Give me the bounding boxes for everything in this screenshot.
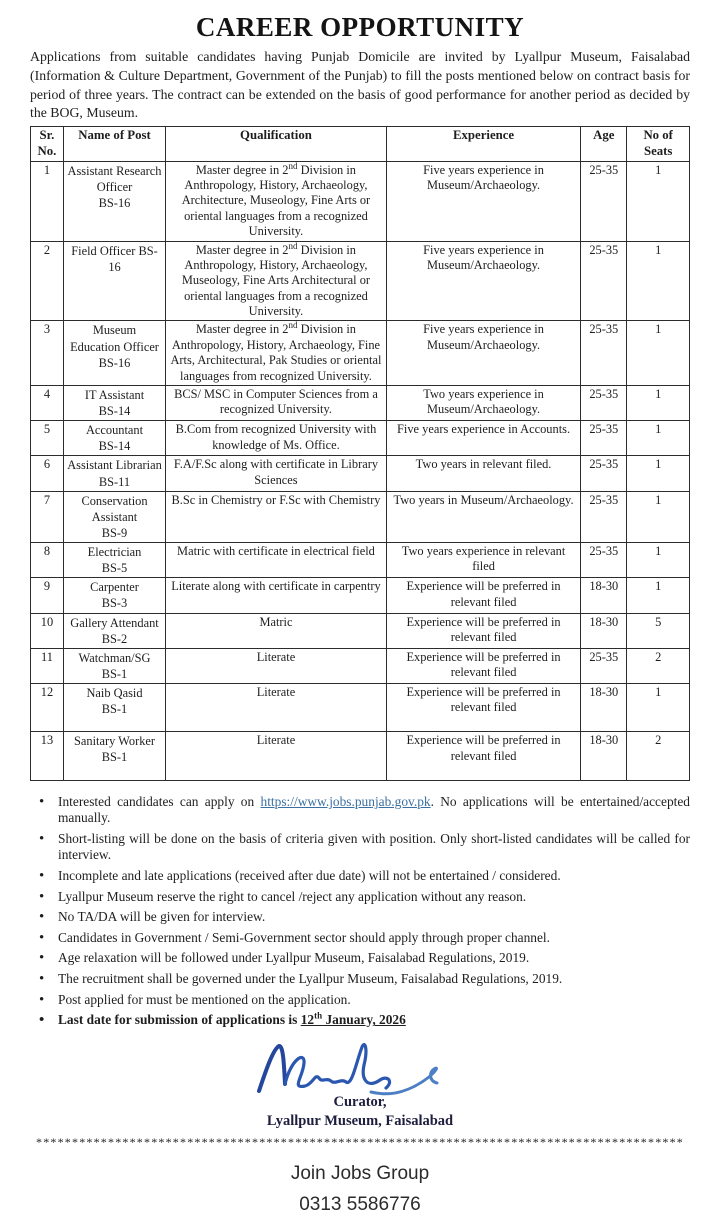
table-row (31, 161, 690, 241)
post-name-cell: Electrician BS-5 (63, 543, 165, 578)
seats-cell: 5 (627, 613, 690, 648)
seats-cell: 2 (627, 732, 690, 780)
note-item (30, 992, 690, 1009)
notes-list (30, 794, 690, 1029)
table-row (31, 321, 690, 386)
qualification-cell: Master degree in 2nd Division in Anthropology, History, Archaeology, Architecture, Museology, Fine Arts or oriental languages from a recognized University. (166, 161, 387, 241)
note-item (30, 930, 690, 947)
note-text: Incomplete and late applications (received after due date) will not be entertained / considered. (58, 868, 561, 884)
seats-cell: 1 (627, 578, 690, 613)
age-cell: 25-35 (581, 456, 627, 491)
age-cell: 25-35 (581, 543, 627, 578)
experience-cell: Two years in Museum/Archaeology. (386, 491, 580, 542)
note-text: Age relaxation will be followed under Lyallpur Museum, Faisalabad Regulations, 2019. (58, 950, 530, 966)
age-cell: 18-30 (581, 684, 627, 732)
seats-cell: 1 (627, 385, 690, 420)
sr-no-cell: 8 (31, 543, 64, 578)
table-row (31, 241, 690, 321)
note-text: Post applied for must be mentioned on the application. (58, 991, 351, 1007)
note-text: Lyallpur Museum reserve the right to cancel /reject any application without any reason. (58, 888, 527, 904)
table-row (31, 543, 690, 578)
qualification-cell: Literate (166, 732, 387, 780)
jobs-portal-link[interactable]: https://www.jobs.punjab.gov.pk (260, 793, 431, 809)
curator-organization: Lyallpur Museum, Faisalabad (266, 1113, 454, 1130)
footer (30, 1158, 690, 1221)
sr-no-cell: 6 (31, 456, 64, 491)
qualification-cell: BCS/ MSC in Computer Sciences from a recognized University. (166, 385, 387, 420)
note-item (30, 950, 690, 967)
qualification-cell: B.Sc in Chemistry or F.Sc with Chemistry (166, 491, 387, 542)
note-text: The recruitment shall be governed under the Lyallpur Museum, Faisalabad Regulations, 2019. (58, 971, 563, 987)
asterisk-separator: ****************************************************************************************** (36, 1135, 684, 1150)
post-name-cell: Accountant BS-14 (63, 421, 165, 456)
table-row (31, 613, 690, 648)
qualification-cell: Master degree in 2nd Division in Anthropology, History, Archaeology, Museology, Fine Arts Architectural or oriental languages from a recognized University. (166, 241, 387, 321)
post-name-cell: IT Assistant BS-14 (63, 385, 165, 420)
age-cell: 25-35 (581, 421, 627, 456)
post-name-cell: Naib Qasid BS-1 (63, 684, 165, 732)
qualification-cell: F.A/F.Sc along with certificate in Library Sciences (166, 456, 387, 491)
note-item (30, 868, 690, 885)
post-name-cell: Field Officer BS-16 (63, 241, 165, 321)
table-row (31, 421, 690, 456)
curator-title: Curator, (333, 1093, 387, 1110)
note-text: Candidates in Government / Semi-Government sector should apply through proper channel. (58, 929, 550, 945)
sr-no-cell: 9 (31, 578, 64, 613)
column-header: Experience (386, 127, 580, 162)
experience-cell: Two years experience in Museum/Archaeology. (386, 385, 580, 420)
seats-cell: 1 (627, 456, 690, 491)
seats-cell: 2 (627, 648, 690, 683)
post-name-cell: Assistant Librarian BS-11 (63, 456, 165, 491)
note-item (30, 971, 690, 988)
sr-no-cell: 1 (31, 161, 64, 241)
note-text: Last date for submission of applications is (58, 1012, 301, 1028)
page-title: CAREER OPPORTUNITY (195, 12, 525, 42)
sr-no-cell: 2 (31, 241, 64, 321)
experience-cell: Experience will be preferred in relevant filed (386, 613, 580, 648)
note-text: . No applications will be entertained/accepted manually. (58, 793, 690, 826)
post-name-cell: Museum Education Officer BS-16 (63, 321, 165, 386)
sr-no-cell: 5 (31, 421, 64, 456)
post-name-cell: Carpenter BS-3 (63, 578, 165, 613)
table-row (31, 456, 690, 491)
note-item (30, 909, 690, 926)
signature-ink (253, 1039, 468, 1097)
column-header: Name of Post (63, 127, 165, 162)
qualification-cell: Literate (166, 684, 387, 732)
table-row (31, 684, 690, 732)
post-name-cell: Conservation Assistant BS-9 (63, 491, 165, 542)
seats-cell: 1 (627, 543, 690, 578)
experience-cell: Experience will be preferred in relevant filed (386, 648, 580, 683)
age-cell: 25-35 (581, 321, 627, 386)
qualification-cell: Master degree in 2nd Division in Anthropology, History, Archaeology, Fine Arts, Architectural, Pak Studies or oriental languages from recognized University. (166, 321, 387, 386)
age-cell: 25-35 (581, 491, 627, 542)
sr-no-cell: 7 (31, 491, 64, 542)
sr-no-cell: 10 (31, 613, 64, 648)
seats-cell: 1 (627, 491, 690, 542)
experience-cell: Two years experience in relevant filed (386, 543, 580, 578)
intro-paragraph: Applications from suitable candidates having Punjab Domicile are invited by Lyallpur Museum, Faisalabad (Information & Culture Department, Government of the Punjab) to fill the posts mentioned below on contract basis for period of three years. The contract can be extended on the basis of good performance for another period as decided by the BOG, Museum. (30, 49, 690, 121)
note-text: Interested candidates can apply on (58, 793, 261, 809)
age-cell: 18-30 (581, 732, 627, 780)
age-cell: 25-35 (581, 241, 627, 321)
experience-cell: Experience will be preferred in relevant filed (386, 732, 580, 780)
experience-cell: Five years experience in Museum/Archaeology. (386, 161, 580, 241)
sr-no-cell: 11 (31, 648, 64, 683)
qualification-cell: Matric (166, 613, 387, 648)
age-cell: 25-35 (581, 648, 627, 683)
phone-number: 0313 5586776 (299, 1194, 421, 1216)
seats-cell: 1 (627, 421, 690, 456)
signature-block (30, 1039, 690, 1132)
age-cell: 18-30 (581, 578, 627, 613)
posts-table (30, 126, 690, 781)
post-name-cell: Gallery Attendant BS-2 (63, 613, 165, 648)
column-header: Age (581, 127, 627, 162)
column-header: Qualification (166, 127, 387, 162)
qualification-cell: Literate (166, 648, 387, 683)
sr-no-cell: 3 (31, 321, 64, 386)
deadline-date: 12th January, 2026 (300, 1010, 406, 1028)
post-name-cell: Watchman/SG BS-1 (63, 648, 165, 683)
column-header: No of Seats (627, 127, 690, 162)
experience-cell: Experience will be preferred in relevant filed (386, 578, 580, 613)
seats-cell: 1 (627, 321, 690, 386)
note-item (30, 831, 690, 864)
note-text: Short-listing will be done on the basis of criteria given with position. Only short-listed candidates will be called for interview. (58, 830, 690, 863)
table-row (31, 385, 690, 420)
post-name-cell: Sanitary Worker BS-1 (63, 732, 165, 780)
note-item (30, 794, 690, 827)
age-cell: 25-35 (581, 385, 627, 420)
post-name-cell: Assistant Research Officer BS-16 (63, 161, 165, 241)
experience-cell: Five years experience in Museum/Archaeology. (386, 321, 580, 386)
table-row (31, 491, 690, 542)
sr-no-cell: 4 (31, 385, 64, 420)
sr-no-cell: 12 (31, 684, 64, 732)
age-cell: 25-35 (581, 161, 627, 241)
age-cell: 18-30 (581, 613, 627, 648)
experience-cell: Experience will be preferred in relevant filed (386, 684, 580, 732)
qualification-cell: Matric with certificate in electrical field (166, 543, 387, 578)
note-text: No TA/DA will be given for interview. (58, 909, 266, 925)
seats-cell: 1 (627, 241, 690, 321)
column-header: Sr. No. (31, 127, 64, 162)
seats-cell: 1 (627, 161, 690, 241)
sr-no-cell: 13 (31, 732, 64, 780)
experience-cell: Five years experience in Museum/Archaeology. (386, 241, 580, 321)
experience-cell: Two years in relevant filed. (386, 456, 580, 491)
table-row (31, 732, 690, 780)
jobs-group-label: Join Jobs Group (290, 1163, 430, 1185)
table-row (31, 578, 690, 613)
seats-cell: 1 (627, 684, 690, 732)
qualification-cell: Literate along with certificate in carpentry (166, 578, 387, 613)
table-header-row (31, 127, 690, 162)
table-row (31, 648, 690, 683)
note-item (30, 1012, 690, 1029)
experience-cell: Five years experience in Accounts. (386, 421, 580, 456)
note-item (30, 889, 690, 906)
qualification-cell: B.Com from recognized University with knowledge of Ms. Office. (166, 421, 387, 456)
